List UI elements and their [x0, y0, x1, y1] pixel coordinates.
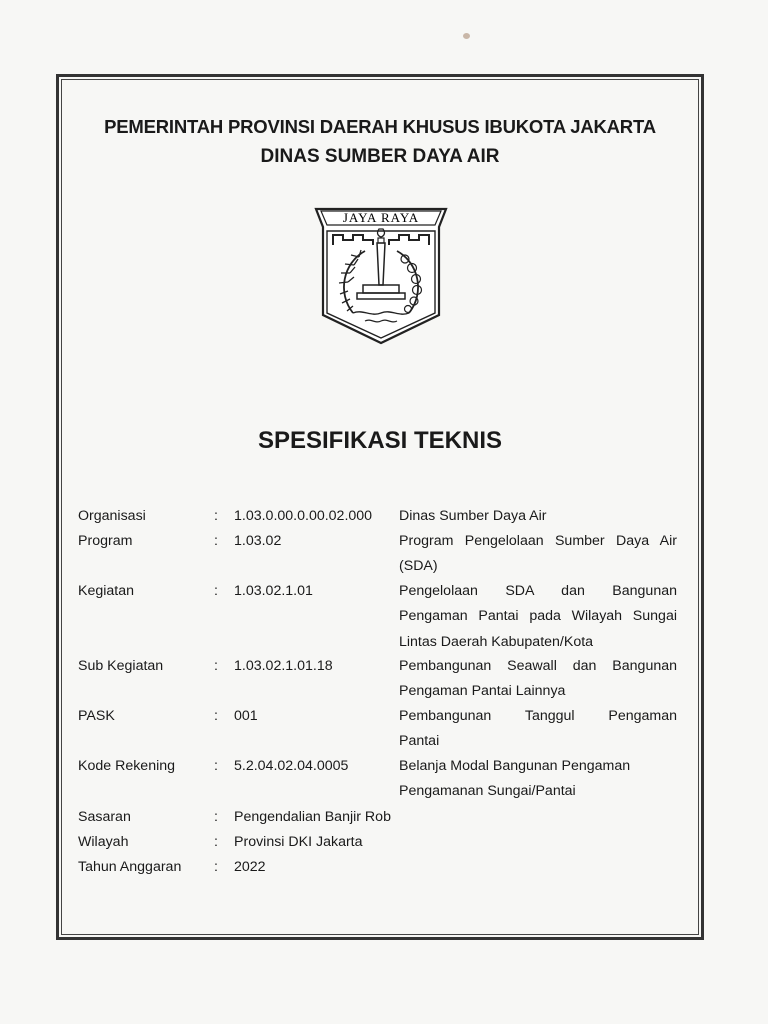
row-code: 2022	[234, 859, 266, 875]
desc-line: Program Pengelolaan Sumber Daya Air	[399, 533, 677, 549]
desc-line: Pengelolaan SDA dan Bangunan	[399, 583, 677, 599]
row-description	[399, 754, 677, 805]
ink-speck	[463, 33, 470, 39]
row-colon: :	[214, 859, 218, 875]
government-header: PEMERINTAH PROVINSI DAERAH KHUSUS IBUKOTA JAKARTA	[104, 116, 656, 137]
row-code: 5.2.04.02.04.0005	[234, 758, 349, 774]
row-label: Organisasi	[78, 508, 146, 524]
row-colon: :	[214, 583, 218, 599]
row-description	[399, 654, 677, 705]
row-kegiatan	[78, 583, 678, 658]
specification-list	[78, 508, 678, 884]
desc-line: Dinas Sumber Daya Air	[399, 508, 547, 524]
desc-line: Belanja Modal Bangunan Pengaman	[399, 758, 631, 774]
row-label: Sub Kegiatan	[78, 658, 164, 674]
row-colon: :	[214, 708, 218, 724]
row-label: Program	[78, 533, 133, 549]
row-code: 1.03.0.00.0.00.02.000	[234, 508, 373, 524]
desc-line: Lintas Daerah Kabupaten/Kota	[399, 633, 594, 650]
row-program	[78, 533, 678, 583]
row-description	[399, 529, 677, 580]
row-label: Kegiatan	[78, 583, 135, 599]
desc-line: Pengaman Pantai Lainnya	[399, 683, 566, 700]
desc-line: Pantai	[399, 733, 440, 750]
row-colon: :	[214, 809, 218, 825]
document-title: SPESIFIKASI TEKNIS	[257, 427, 503, 454]
row-pask	[78, 708, 678, 758]
row-code: 1.03.02	[234, 533, 282, 549]
row-label: PASK	[78, 708, 115, 724]
desc-line: Pengaman Pantai pada Wilayah Sungai	[399, 608, 677, 625]
row-code: 001	[234, 708, 258, 724]
desc-line: Pengamanan Sungai/Pantai	[399, 783, 576, 800]
row-label: Tahun Anggaran	[78, 859, 182, 875]
row-kode-rekening	[78, 758, 678, 809]
row-label: Wilayah	[78, 834, 129, 850]
row-label: Kode Rekening	[78, 758, 176, 774]
row-colon: :	[214, 834, 218, 850]
desc-line: (SDA)	[399, 558, 438, 575]
row-code: Pengendalian Banjir Rob	[234, 809, 391, 825]
row-tahun-anggaran	[78, 859, 678, 884]
row-code: 1.03.02.1.01	[234, 583, 313, 599]
desc-line: Pembangunan Seawall dan Bangunan	[399, 658, 677, 674]
row-colon: :	[214, 508, 218, 524]
row-sasaran	[78, 809, 678, 834]
row-description	[399, 704, 677, 755]
desc-line: Pembangunan Tanggul Pengaman	[399, 708, 677, 724]
row-description	[399, 504, 677, 529]
agency-header: DINAS SUMBER DAYA AIR	[260, 146, 500, 167]
row-sub-kegiatan	[78, 658, 678, 708]
emblem-banner-text: JAYA RAYA	[342, 210, 420, 225]
jakarta-emblem-icon	[313, 205, 449, 347]
row-code: 1.03.02.1.01.18	[234, 658, 333, 674]
row-colon: :	[214, 758, 218, 774]
row-colon: :	[214, 533, 218, 549]
row-description	[399, 579, 677, 655]
row-wilayah	[78, 834, 678, 859]
row-label: Sasaran	[78, 809, 131, 825]
row-colon: :	[214, 658, 218, 674]
row-code: Provinsi DKI Jakarta	[234, 834, 363, 850]
